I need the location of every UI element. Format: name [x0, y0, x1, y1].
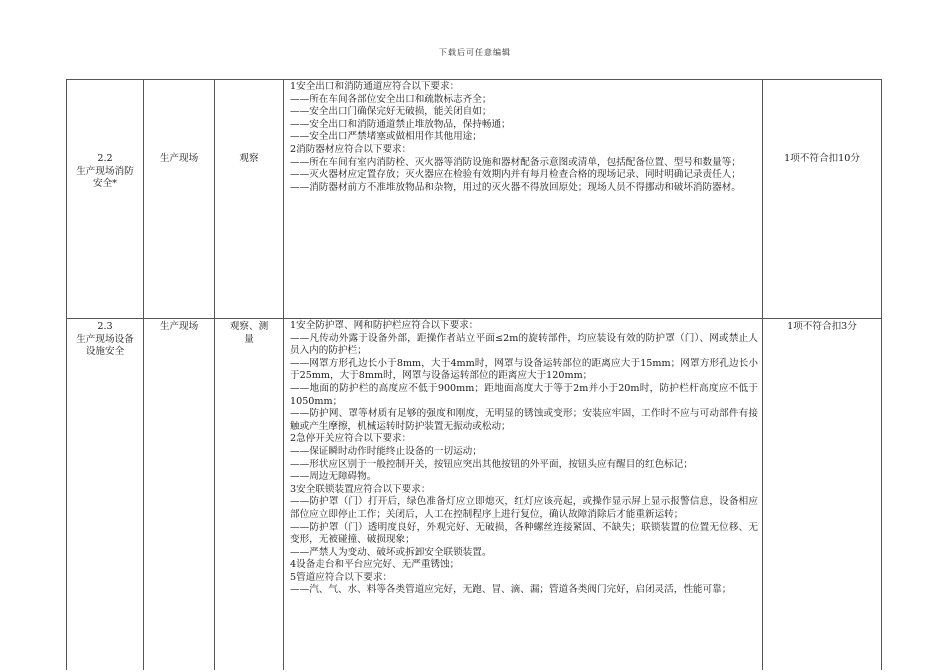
requirement-line: ——所在车间各部位安全出口和疏散标志齐全；: [290, 93, 492, 105]
requirement-line: ——严禁人为变动、破坏或拆卸安全联锁装置。: [290, 546, 492, 558]
requirement-line: ——安全出口和消防通道禁止堆放物品，保持畅通；: [290, 118, 511, 130]
item-number: 2.3: [97, 321, 113, 332]
item-cell: [67, 80, 144, 319]
requirement-line: ——凡传动外露于设备外部，距操作者站立平面≤2m的旋转部件，均应装设有效的防护罩（门）、网或禁止人员入内的防护栏；: [290, 332, 758, 357]
requirement-line: 1安全出口和消防通道应符合以下要求：: [290, 81, 460, 92]
requirement-line: ——防护罩（门）透明度良好，外观完好、无破损，各种螺丝连接紧固、不缺失；联锁装置的位置无位移、无变形，无被碰撞、破损现象；: [290, 521, 758, 546]
requirement-line: ——安全出口门确保完好无破损，能关闭自如；: [290, 106, 492, 118]
method-cell: 观察: [215, 80, 284, 319]
requirement-line: 2消防器材应符合以下要求：: [290, 143, 412, 155]
requirements-cell: [284, 80, 763, 319]
requirement-line: 3安全联锁装置应符合以下要求：: [290, 483, 431, 495]
requirement-line: ——形状应区别于一般控制开关，按钮应突出其他按钮的外平面，按钮头应有醒目的红色标记；: [290, 458, 693, 470]
requirement-line: ——汽、气、水、料等各类管道应完好，无跑、冒、滴、漏；管道各类阀门完好，启闭灵活，性能可靠；: [290, 584, 732, 596]
requirement-line: ——地面的防护栏的高度应不低于900mm；距地面高度大于等于2m并小于20m时，防护栏杆高度应不低于1050mm；: [290, 382, 758, 407]
requirement-line: ——防护网、罩等材质有足够的强度和刚度，无明显的锈蚀或变形；安装应牢固，工作时不应与可动部件有接触或产生摩擦，机械运转时防护装置无振动或松动；: [290, 408, 758, 432]
requirement-line: 1安全防护罩、网和防护栏应符合以下要求：: [290, 320, 479, 331]
item-name: 生产现场设备设施安全: [76, 333, 134, 358]
item-cell: [67, 319, 144, 671]
requirement-line: 2急停开关应符合以下要求：: [290, 433, 412, 445]
requirement-line: ——所在车间有室内消防栓、灭火器等消防设施和器材配备示意图或清单，包括配备位置、型号和数量等；: [290, 156, 741, 168]
table-row: [67, 80, 882, 319]
requirement-line: 5管道应符合以下要求：: [290, 571, 393, 583]
requirement-line: ——安全出口严禁堵塞或做相用作其他用途；: [290, 131, 482, 143]
item-name: 生产现场消防安全*: [76, 165, 134, 190]
deduction-cell: 1项不符合扣3分: [763, 319, 882, 671]
requirement-line: ——网罩方形孔边长小于8mm，大于4mm时，网罩与设备运转部位的距离应大于15mm；网罩方形孔边长小于25mm，大于8mm时，网罩与设备运转部位的距离应大于120mm；: [290, 357, 758, 382]
location-cell: 生产现场: [144, 319, 215, 671]
inspection-table: [66, 79, 882, 670]
page-header-note: 下载后可任意编辑: [439, 48, 511, 57]
requirement-line: ——周边无障碍物。: [290, 471, 377, 483]
location-cell: 生产现场: [144, 80, 215, 319]
requirement-line: ——防护罩（门）打开后，绿色准备灯应立即熄灭，红灯应该亮起，或操作显示屏上显示报警信息，设备相应部位应立即停止工作；关闭后，人工在控制程序上进行复位，确认故障消除后才能重新运转；: [290, 496, 758, 520]
requirement-line: 4设备走台和平台应完好、无严重锈蚀；: [290, 559, 460, 571]
method-cell: [215, 319, 284, 671]
requirement-line: ——保证瞬时动作时能终止设备的一切运动；: [290, 445, 482, 457]
method-text: 观察、测量: [229, 321, 269, 345]
requirement-line: ——灭火器材应定置存放；灭火器应在检验有效期内并有每月检查合格的现场记录、同时明确记录责任人；: [290, 169, 741, 181]
requirements-cell: [284, 319, 763, 671]
item-number: 2.2: [97, 153, 113, 164]
requirement-line: ——消防器材前方不准堆放物品和杂物，用过的灭火器不得放回原处；现场人员不得挪动和破坏消防器材。: [290, 181, 741, 193]
table-row: [67, 319, 882, 671]
deduction-cell: 1项不符合扣10分: [763, 80, 882, 319]
